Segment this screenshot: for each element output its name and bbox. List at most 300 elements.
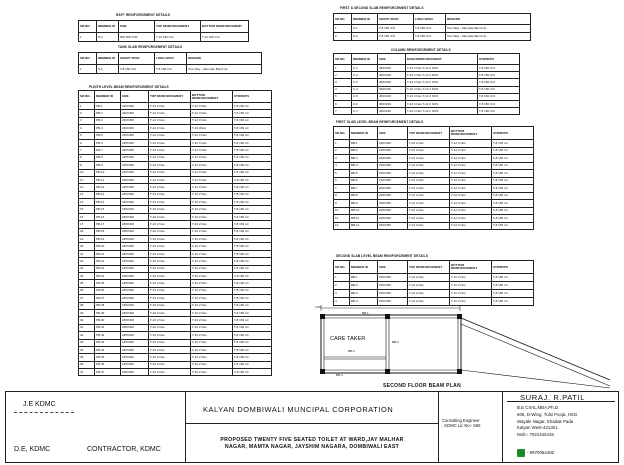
table-cell: T-10 2 Nos: [149, 309, 191, 316]
table-cell: T-8 150 c/c: [233, 236, 272, 243]
table-cell: PB-27: [95, 295, 121, 302]
table-cell: T-8 150 c/c: [492, 274, 534, 282]
column-header: BOTTOM REINFORCEMENT: [450, 261, 492, 274]
table-cell: 230X450: [378, 298, 408, 306]
table-cell: T-12 3 Nos: [450, 170, 492, 178]
table-cell: T-8 150 c/c: [233, 346, 272, 353]
table-cell: T-10 2 Nos: [149, 228, 191, 235]
table-cell: 1: [334, 65, 352, 72]
table-cell: T-12 3 Nos: [450, 185, 492, 193]
table-cell: 450X230: [378, 100, 406, 107]
engineer-details: [517, 405, 577, 439]
plan-beam-label-3: BB-3: [348, 349, 355, 353]
table-cell: T-8 150 c/c: [492, 177, 534, 185]
table-row: [79, 361, 272, 368]
table-cell: T-10 2 Nos: [149, 324, 191, 331]
table-cell: T-8 150 c/c: [233, 361, 272, 368]
column-header: SHORT SPAN: [378, 14, 414, 25]
table-row: [79, 272, 272, 279]
table-cell: 180X300: [121, 309, 149, 316]
table-cell: BB-4: [350, 162, 378, 170]
table-cell: 13: [79, 191, 95, 198]
table-cell: 180X300: [121, 199, 149, 206]
table-cell: 180X300: [121, 228, 149, 235]
table-cell: PB-20: [95, 243, 121, 250]
column-header: SR.NO.: [334, 261, 350, 274]
table-cell: 230X450: [121, 103, 149, 110]
table-cell: 6: [334, 100, 352, 107]
table-cell: 28: [79, 302, 95, 309]
table-cell: 450X230: [378, 93, 406, 100]
table-cell: 24: [79, 272, 95, 279]
table-cell: 180X300: [121, 369, 149, 376]
table-cell: T-12 3 Nos: [450, 140, 492, 148]
table-cell: S-1: [352, 25, 378, 33]
column-header: SR.NO.: [79, 91, 95, 103]
table-cell: C-1: [352, 65, 378, 72]
table-cell: T-16 3 Nos: [450, 282, 492, 290]
table-cell: T-12 2 Nos: [408, 207, 450, 215]
ce-line-1: Consulting Engineer: [442, 418, 480, 423]
table-cell: 23: [79, 265, 95, 272]
table-cell: T-10 2 Nos: [191, 369, 233, 376]
table-cell: T-10 2 Nos: [149, 287, 191, 294]
table-row: [79, 228, 272, 235]
table-cell: T-8 150 c/c: [233, 339, 272, 346]
table-cell: 180X300: [121, 236, 149, 243]
table-cell: T-12 2 Nos: [408, 162, 450, 170]
table-cell: T-10 2 Nos: [191, 199, 233, 206]
table-cell: BB-10: [350, 207, 378, 215]
table-row: [334, 100, 520, 107]
table-cell: 4: [334, 86, 352, 93]
table-cell: T-10 2 Nos: [149, 206, 191, 213]
table-cell: T-12 3 Nos: [191, 169, 233, 176]
table-cell: T-10 2 Nos: [191, 324, 233, 331]
column-header: SR.NO.: [334, 127, 350, 140]
table-cell: 180X300: [121, 250, 149, 257]
table-cell: T-8 150 c/c: [233, 287, 272, 294]
table-cell: 230X450: [378, 147, 408, 155]
table-cell: 3: [334, 155, 350, 163]
table-cell: 230X450: [378, 177, 408, 185]
table-cell: T-12 2 Nos: [149, 125, 191, 132]
table-cell: T-8 150 c/c: [233, 228, 272, 235]
table-cell: 180X300: [121, 280, 149, 287]
table-cell: T-10 2 Nos: [191, 287, 233, 294]
column-header: MAIN REINFORCEMENT: [406, 54, 478, 65]
table-row: [79, 184, 272, 191]
table-cell: T-10 2 Nos: [149, 369, 191, 376]
table-cell: T-16 4 Nos T-12 2 NOS: [406, 65, 478, 72]
plan-beam-label-1: BB-1: [362, 311, 369, 315]
column-header: MEMBER ID: [95, 91, 121, 103]
table-cell: PB-8: [95, 154, 121, 161]
table-row: [334, 155, 534, 163]
table-cell: 230X450: [378, 222, 408, 230]
table-cell: 37: [79, 369, 95, 376]
table-cell: 7: [79, 147, 95, 154]
table-cell: PB-18: [95, 228, 121, 235]
table-cell: 3: [79, 117, 95, 124]
table-cell: T-8 150 c/c: [233, 213, 272, 220]
table-cell: T-12 2 Nos: [408, 155, 450, 163]
table-cell: T-10 2 Nos: [191, 265, 233, 272]
table-cell: T-12 2 Nos: [408, 147, 450, 155]
column-header: STIRRUPS: [478, 54, 520, 65]
table-cell: T-10 2 Nos: [191, 213, 233, 220]
table-cell: PB-37: [95, 369, 121, 376]
table-cell: T-8 150 c/c: [233, 272, 272, 279]
table-cell: 230X450: [121, 162, 149, 169]
table-cell: 230X450: [378, 207, 408, 215]
table-cell: PB-29: [95, 309, 121, 316]
table-cell: 230X450: [121, 139, 149, 146]
tank-title: TANK SLAB REINFORCEMENT DETAILS: [118, 45, 183, 49]
table-cell: T-12 3 Nos: [191, 132, 233, 139]
table-cell: T-8 150 c/c: [233, 199, 272, 206]
table-cell: T-10 2 Nos: [191, 309, 233, 316]
table-cell: 180X300: [121, 191, 149, 198]
table-row: [334, 274, 534, 282]
table-cell: PB-11: [95, 176, 121, 183]
table-row: [79, 191, 272, 198]
table-cell: PB-33: [95, 339, 121, 346]
table-row: [79, 213, 272, 220]
table-cell: T-12 2 Nos: [149, 162, 191, 169]
firstbeam-table: [333, 126, 534, 230]
table-cell: T-12 2 Nos: [408, 170, 450, 178]
table-cell: T-16 3Nos: [191, 125, 233, 132]
column-header: SR.NO.: [334, 14, 352, 25]
table-cell: T-12 2 Nos: [149, 117, 191, 124]
column-header: SIZE: [121, 91, 149, 103]
table-cell: 180X300: [121, 265, 149, 272]
project-description: [190, 437, 434, 450]
table-header-row: [79, 91, 272, 103]
column-header: REMARK: [187, 53, 262, 65]
slabs-table: [333, 13, 531, 41]
table-cell: T-12 2 Nos: [149, 132, 191, 139]
table-cell: BB-11: [350, 215, 378, 223]
table-cell: T-10 2 Nos: [191, 339, 233, 346]
plan-dimension: 4.50: [315, 305, 321, 309]
table-cell: T-8 150 c/c: [233, 332, 272, 339]
table-row: [334, 170, 534, 178]
columns-title: COLUMN REINFORCEMENT DETAILS: [391, 48, 451, 52]
table-row: [79, 154, 272, 161]
table-cell: 230X450: [121, 125, 149, 132]
table-cell: T-8 150 C/C: [378, 25, 414, 33]
table-cell: T-8 150 c/c: [233, 176, 272, 183]
table-header-row: [334, 261, 534, 274]
table-cell: 5: [334, 93, 352, 100]
table-row: [334, 108, 520, 115]
corporation-name: KALYAN DOMBIWALI MUNCIPAL CORPORATION: [203, 405, 394, 414]
table-row: [334, 177, 534, 185]
table-row: [334, 185, 534, 193]
table-header-row: [79, 21, 249, 33]
table-cell: 11: [334, 215, 350, 223]
engineer-qualifications: B.E CIVIL,MBA,Ph.D.: [517, 405, 560, 410]
table-row: [334, 33, 531, 41]
table-cell: T-10 2 Nos: [149, 361, 191, 368]
table-cell: T-12 2 Nos: [149, 139, 191, 146]
table-cell: T-10 2 Nos: [191, 206, 233, 213]
column-header: MEMBER ID: [97, 21, 119, 33]
table-cell: 31: [79, 324, 95, 331]
consulting-engineer: [442, 418, 480, 429]
table-row: [79, 236, 272, 243]
table-cell: C-4: [352, 86, 378, 93]
table-cell: T-12 3 Nos: [450, 177, 492, 185]
table-cell: BB-2: [350, 147, 378, 155]
table-cell: PB-4: [95, 125, 121, 132]
table-row: [79, 258, 272, 265]
table-cell: BB-6: [350, 177, 378, 185]
table-cell: T-12 3 Nos: [450, 200, 492, 208]
table-cell: 230X450: [121, 176, 149, 183]
table-cell: T-10 2 Nos: [149, 250, 191, 257]
table-cell: T-12 2 Nos: [408, 140, 450, 148]
plinth-title: PLINTH LEVEL BEAM REINFORCEMENT DETAILS: [89, 85, 169, 89]
table-cell: T-8 150 C/C: [478, 65, 520, 72]
table-cell: T-12 2 Nos: [149, 147, 191, 154]
table-row: [79, 221, 272, 228]
table-cell: 450X230: [378, 65, 406, 72]
table-row: [79, 132, 272, 139]
table-cell: PB-34: [95, 346, 121, 353]
table-cell: T-8 150 c/c: [233, 169, 272, 176]
table-cell: T-16 4 Nos T-12 2 NOS: [406, 79, 478, 86]
table-cell: T-8 150 C/C: [414, 25, 446, 33]
table-row: [79, 147, 272, 154]
project-line-1: PROPOSED TWENTY FIVE SEATED TOILET AT WARD,JAY MALHAR: [220, 437, 404, 443]
table-cell: 230X450: [121, 147, 149, 154]
table-cell: 180X300: [121, 317, 149, 324]
column-header: MEMBER ID: [352, 14, 378, 25]
table-cell: T-8 150 C/C: [478, 72, 520, 79]
columns-table: [333, 53, 520, 115]
table-row: [79, 287, 272, 294]
table-cell: PB-9: [95, 162, 121, 169]
table-cell: T-8 150 c/c: [492, 192, 534, 200]
table-cell: T-12 3 Nos: [450, 155, 492, 163]
table-row: [79, 369, 272, 376]
table-row: [79, 206, 272, 213]
column-header: STIRRUPS: [233, 91, 272, 103]
table-cell: T-12 2 Nos: [408, 222, 450, 230]
je-signature-line: [14, 412, 74, 413]
table-cell: 16: [79, 213, 95, 220]
table-cell: T-10 2 Nos: [149, 236, 191, 243]
table-cell: T-12 3 Nos: [450, 192, 492, 200]
table-cell: 230X450: [121, 154, 149, 161]
table-cell: 15: [79, 206, 95, 213]
table-cell: 2: [334, 282, 350, 290]
table-row: [79, 339, 272, 346]
table-cell: 180X300: [121, 213, 149, 220]
table-cell: 32: [79, 332, 95, 339]
table-cell: 180X300: [121, 272, 149, 279]
table-cell: T-10 2 Nos: [191, 302, 233, 309]
plan-room-label: CARE TAKER: [330, 336, 366, 342]
whatsapp-icon: [517, 449, 525, 457]
table-cell: 25: [79, 280, 95, 287]
table-row: [79, 265, 272, 272]
plan-beam-label-4: BB-4: [336, 373, 343, 377]
table-cell: T-8 150 C/C: [155, 65, 187, 74]
table-cell: PB-2: [95, 110, 121, 117]
table-cell: T-12 3 Nos: [191, 147, 233, 154]
table-cell: 29: [79, 309, 95, 316]
table-cell: PB-31: [95, 324, 121, 331]
table-cell: BB-12: [350, 222, 378, 230]
table-cell: 450X230: [378, 72, 406, 79]
table-cell: T-12 3 Nos: [191, 176, 233, 183]
table-row: [334, 93, 520, 100]
column-header: TOP REINFORCEMENT: [155, 21, 201, 33]
column-header: SHORT SPAN: [119, 53, 155, 65]
table-cell: T-10 2 Nos: [191, 250, 233, 257]
table-cell: T-8 150 C/C: [378, 33, 414, 41]
table-cell: BB-1: [350, 274, 378, 282]
table-cell: T-12 2 Nos: [408, 185, 450, 193]
table-cell: BB-3: [350, 290, 378, 298]
table-cell: T-8 150 c/c: [492, 162, 534, 170]
table-cell: T-10 2 Nos: [191, 317, 233, 324]
table-row: [79, 162, 272, 169]
table-row: [334, 215, 534, 223]
table-cell: 2: [334, 33, 352, 41]
column-header: MEMBER ID: [97, 53, 119, 65]
table-cell: 6: [334, 177, 350, 185]
table-cell: PB-21: [95, 250, 121, 257]
table-row: [79, 332, 272, 339]
slabs-title: FIRST & SECOND SLAB REINFORCEMENT DETAILS: [340, 6, 424, 10]
table-cell: T-8 150 c/c: [492, 215, 534, 223]
table-cell: 12: [334, 222, 350, 230]
table-cell: 180X300: [121, 361, 149, 368]
column-header: REMARK: [446, 14, 531, 25]
table-row: [334, 72, 520, 79]
table-cell: T-10 2 Nos: [191, 243, 233, 250]
table-cell: T-8 150 c/c: [233, 132, 272, 139]
table-cell: T-12 3 Nos: [191, 162, 233, 169]
table-cell: BB-7: [350, 185, 378, 193]
table-cell: T-8 150 c/c: [233, 184, 272, 191]
table-cell: T-8 150 C/C: [478, 79, 520, 86]
table-cell: 180X300: [121, 302, 149, 309]
table-cell: T-12 2 Nos: [408, 274, 450, 282]
table-cell: T-10 2 Nos: [191, 191, 233, 198]
table-cell: 180X300: [121, 206, 149, 213]
table-cell: 2: [79, 110, 95, 117]
ce-line-2: , KDMC Lic No:- 565: [442, 423, 481, 429]
table-row: [79, 199, 272, 206]
table-cell: 20: [79, 243, 95, 250]
table-cell: T-12 3 Nos: [450, 215, 492, 223]
table-row: [334, 162, 534, 170]
table-cell: 450X230: [378, 79, 406, 86]
table-cell: 230X450: [378, 282, 408, 290]
table-cell: 21: [79, 250, 95, 257]
column-header: TOP REINFORCEMENT: [408, 127, 450, 140]
table-cell: T-12 3 Nos: [450, 162, 492, 170]
table-cell: 230X450: [121, 132, 149, 139]
column-header: MEMBER ID: [350, 261, 378, 274]
table-cell: 1: [334, 25, 352, 33]
plan-title: SECOND FLOOR BEAM PLAN: [383, 383, 461, 389]
table-cell: 30: [79, 317, 95, 324]
table-cell: 10: [334, 207, 350, 215]
table-cell: 230X450: [378, 170, 408, 178]
table-cell: T-10 2 Nos: [149, 295, 191, 302]
table-cell: PB-28: [95, 302, 121, 309]
table-cell: T-10 2 Nos: [191, 236, 233, 243]
table-cell: T-12 2 Nos: [408, 298, 450, 306]
table-cell: 230X450: [378, 162, 408, 170]
table-cell: T-12 3 Nos: [191, 154, 233, 161]
table-cell: T-16 3 Nos: [450, 290, 492, 298]
table-cell: T-8 150 c/c: [492, 147, 534, 155]
table-cell: T-16 4 Nos T-12 2 NOS: [406, 93, 478, 100]
table-cell: T-8 150 c/c: [492, 290, 534, 298]
table-cell: T-8 150 c/c: [492, 207, 534, 215]
engineer-address-2: Wayale Nagar, Khadak Pada: [517, 418, 574, 424]
table-cell: T-12 2 Nos: [149, 154, 191, 161]
table-cell: 1: [334, 140, 350, 148]
table-cell: T-8 150 c/c: [233, 302, 272, 309]
table-cell: PB-17: [95, 221, 121, 228]
secondbeam-table: [333, 260, 534, 306]
table-cell: T-10 2 Nos: [191, 295, 233, 302]
table-cell: T-12 2 Nos: [408, 290, 450, 298]
table-cell: T-8 150 c/c: [233, 117, 272, 124]
table-cell: 7: [334, 185, 350, 193]
table-cell: T-8 150 c/c: [233, 154, 272, 161]
table-cell: PB-26: [95, 287, 121, 294]
table-cell: 18: [79, 228, 95, 235]
table-cell: 27: [79, 295, 95, 302]
column-header: SR.NO.: [79, 53, 97, 65]
table-cell: 230X450: [378, 140, 408, 148]
table-cell: 180X300: [121, 324, 149, 331]
table-cell: T-8 150 c/c: [233, 324, 272, 331]
table-cell: 33: [79, 339, 95, 346]
table-cell: 2: [334, 72, 352, 79]
table-row: [334, 282, 534, 290]
table-cell: 7: [334, 108, 352, 115]
table-cell: 26: [79, 287, 95, 294]
table-cell: T-10 150 C/C: [155, 33, 201, 42]
table-cell: 9: [334, 200, 350, 208]
table-cell: T-8 150 c/c: [233, 280, 272, 287]
table-row: [79, 169, 272, 176]
table-cell: T-16 4 Nos T-12 2 NOS: [406, 86, 478, 93]
table-cell: PB-22: [95, 258, 121, 265]
table-cell: T-8 150 c/c: [233, 191, 272, 198]
table-cell: T-12 2 Nos: [408, 200, 450, 208]
table-cell: 19: [79, 236, 95, 243]
table-cell: T-16 3 Nos: [450, 274, 492, 282]
table-cell: 35: [79, 354, 95, 361]
table-cell: 230X450: [121, 169, 149, 176]
table-cell: T-12 2 Nos: [149, 176, 191, 183]
table-cell: T-8 150 c/c: [233, 250, 272, 257]
table-cell: T-8 150 C/C: [119, 65, 155, 74]
table-cell: 230X450: [121, 117, 149, 124]
